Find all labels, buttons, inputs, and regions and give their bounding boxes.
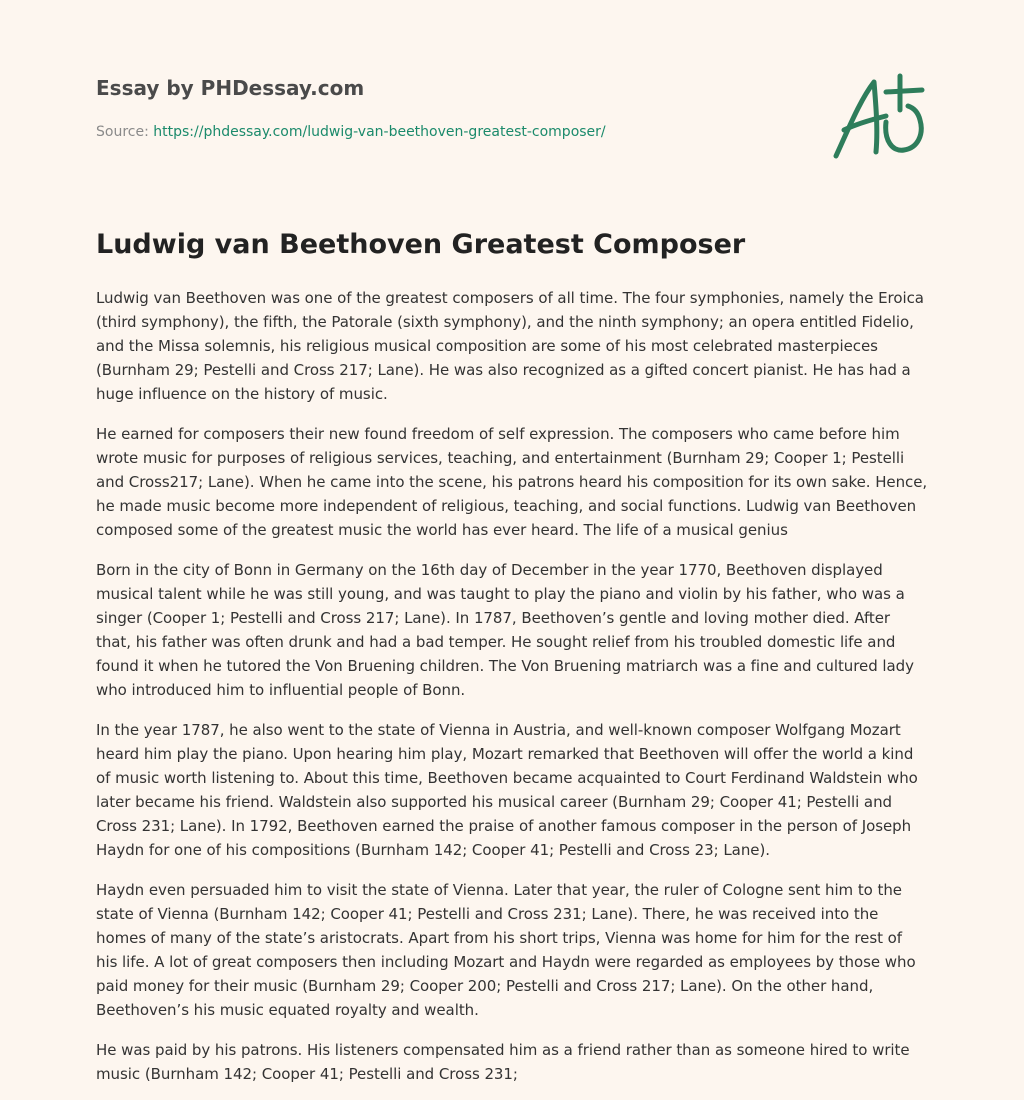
paragraph: He was paid by his patrons. His listeners compensated him as a friend rather than as someone hired to write music (Burnham 142; Cooper 41; Pestelli and Cross 231; [96,1041,910,1083]
article-title: Ludwig van Beethoven Greatest Composer [96,229,746,260]
source-link[interactable]: https://phdessay.com/ludwig-van-beethoven-greatest-composer/ [153,124,606,140]
paragraph: Haydn even persuaded him to visit the state of Vienna. Later that year, the ruler of Cologne sent him to the state of Vienna (Burnham 142; Cooper 41; Pestelli and Cross 231; Lane). There, he was received into the homes of many of the state’s aristocrats. Apart from his short trips, Vienna was home for him for the rest of his life. A lot of great composers then including Mozart and Haydn were regarded as employees by those who paid money for their music (Burnham 29; Cooper 200; Pestelli and Cross 217; Lane). On the other hand, Beethoven’s his music equated royalty and wealth. [96,881,916,1019]
source-label: Source: [96,124,149,140]
paragraph: Ludwig van Beethoven was one of the greatest composers of all time. The four symphonies, namely the Eroica (third symphony), the fifth, the Patorale (sixth symphony), and the ninth symphony; an opera entitled Fidelio, and the Missa solemnis, his religious musical composition are some of his most celebrated masterpieces (Burnham 29; Pestelli and Cross 217; Lane). He was also recognized as a gifted concert pianist. He has had a huge influence on the history of music. [96,289,924,403]
paragraph: Born in the city of Bonn in Germany on the 16th day of December in the year 1770, Beethoven displayed musical talent while he was still young, and was taught to play the piano and violin by his father, who was a singer (Cooper 1; Pestelli and Cross 217; Lane). In 1787, Beethoven’s gentle and loving mother died. After that, his father was often drunk and had a bad temper. He sought relief from his troubled domestic life and found it when he tutored the Von Bruening children. The Von Bruening matriarch was a fine and cultured lady who introduced him to influential people of Bonn. [96,561,914,699]
brand-title: Essay by PHDessay.com [96,76,365,100]
a-plus-icon [830,70,930,162]
header [96,0,928,200]
paragraph: He earned for composers their new found freedom of self expression. The composers who came before him wrote music for purposes of religious services, teaching, and entertainment (Burnham 29; Cooper 1; Pestelli and Cross217; Lane). When he came into the scene, his patrons heard his composition for its own sake. Hence, he made music become more independent of religious, teaching, and social functions. Ludwig van Beethoven composed some of the greatest music the world has ever heard. The life of a musical genius [96,425,928,539]
paragraph: In the year 1787, he also went to the state of Vienna in Austria, and well-known composer Wolfgang Mozart heard him play the piano. Upon hearing him play, Mozart remarked that Beethoven will offer the world a kind of music worth listening to. About this time, Beethoven became acquainted to Court Ferdinand Waldstein who later became his friend. Waldstein also supported his musical career (Burnham 29; Cooper 41; Pestelli and Cross 231; Lane). In 1792, Beethoven earned the praise of another famous composer in the person of Joseph Haydn for one of his compositions (Burnham 142; Cooper 41; Pestelli and Cross 23; Lane). [96,721,918,859]
source-line [96,124,606,140]
article-body [96,286,928,1086]
